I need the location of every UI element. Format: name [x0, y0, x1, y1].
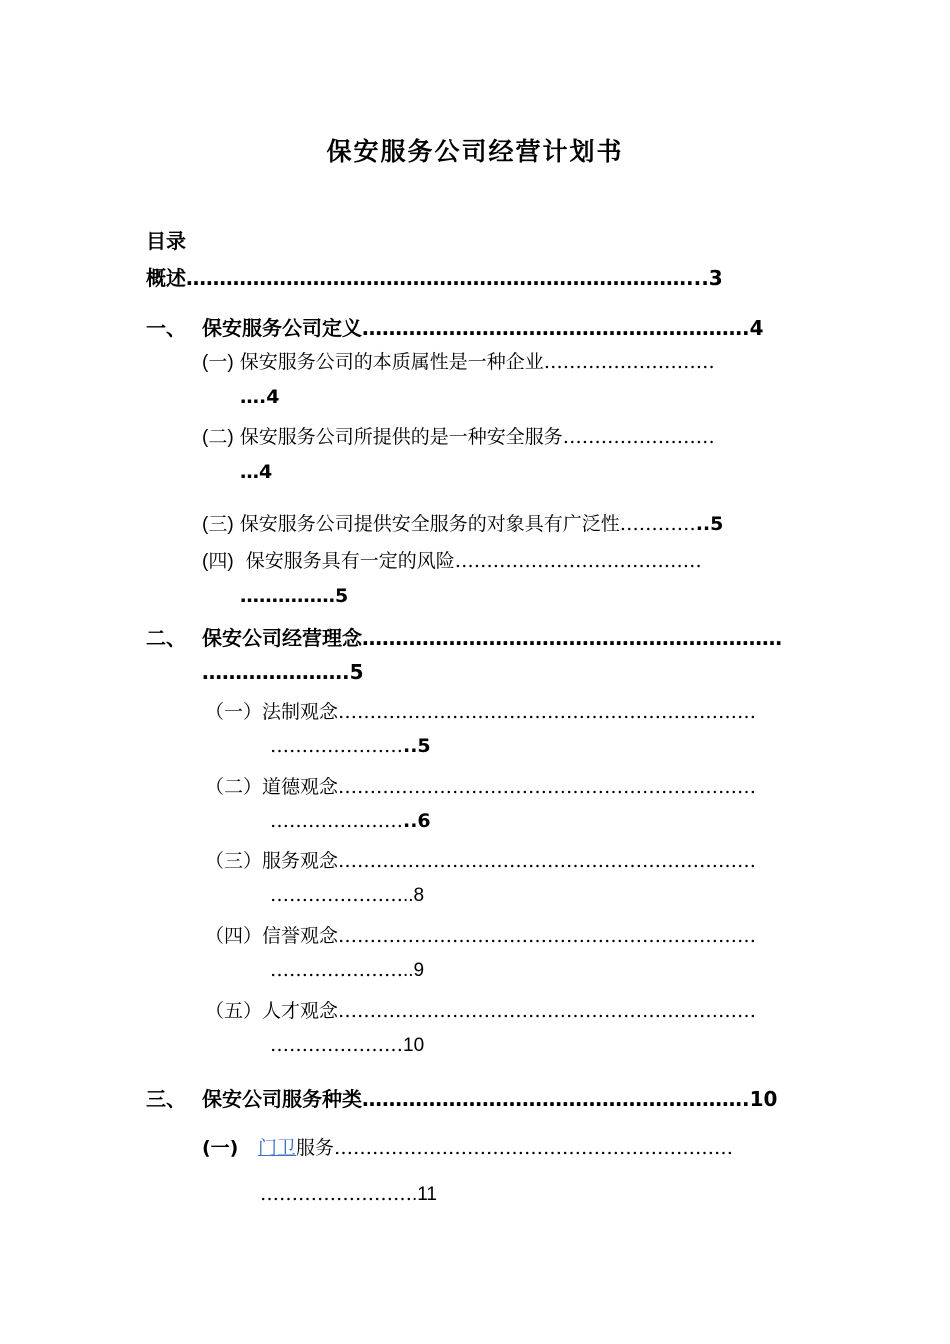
dot-leader: ………………… — [270, 1034, 403, 1056]
toc-entry-label: 保安服务具有一定的风险 — [245, 550, 455, 572]
toc-entry-label: 服务 — [296, 1137, 335, 1159]
toc-section-2-continuation — [202, 660, 364, 684]
dot-leader: ………………… — [270, 735, 403, 757]
toc-entry-label: 保安服务公司的本质属性是一种企业 — [239, 351, 544, 373]
toc-entry-2-1[interactable] — [205, 697, 756, 724]
dot-leader: ………………… — [270, 810, 403, 832]
toc-entry-label: 概述 — [146, 266, 186, 290]
toc-entry-2-3-continuation — [270, 884, 424, 907]
dot-leader: ………………………………………………………… — [338, 776, 757, 798]
toc-entry-1-2-continuation — [240, 461, 272, 483]
page-number: .11 — [412, 1184, 438, 1205]
toc-entry-2-5[interactable] — [205, 996, 756, 1023]
toc-entry-2-1-continuation — [270, 735, 431, 757]
toc-entry-3-1[interactable] — [202, 1133, 733, 1160]
section-number: 二、 — [146, 626, 186, 650]
toc-entry-1-3[interactable] — [202, 509, 723, 536]
dot-leader: ……………………… — [543, 351, 715, 373]
entry-number: (一) — [202, 352, 234, 373]
page-number: .4 — [742, 316, 764, 340]
toc-entry-overview[interactable] — [146, 262, 723, 291]
page-number: 4 — [259, 461, 273, 483]
toc-entry-label: 保安公司经营理念 — [202, 626, 362, 650]
page-number: 5 — [335, 585, 349, 607]
toc-entry-2-3[interactable] — [205, 846, 756, 873]
dot-leader: ………………… — [270, 884, 403, 906]
entry-number: （四） — [205, 925, 263, 947]
dot-leader: ………………………………………………… — [362, 1087, 742, 1111]
toc-entry-label: 服务观念 — [262, 850, 339, 872]
document-title: 保安服务公司经营计划书 — [326, 137, 624, 166]
entry-number: （五） — [205, 1000, 263, 1022]
page-number: 10 — [403, 1035, 425, 1056]
entry-number: (四) — [202, 551, 234, 572]
page-number: ..6 — [403, 810, 431, 832]
toc-entry-1-4-continuation — [240, 585, 348, 607]
entry-number: （二） — [205, 776, 263, 798]
dot-leader: ………………………………………………………… — [338, 850, 757, 872]
toc-entry-1-1[interactable] — [202, 347, 715, 374]
toc-entry-label: 保安服务公司所提供的是一种安全服务 — [239, 426, 563, 448]
toc-entry-label: 法制观念 — [262, 701, 339, 723]
dot-leader: ………………………………………………… — [362, 316, 742, 340]
dot-leader: … — [240, 386, 259, 408]
dot-leader: …………………… — [260, 1183, 412, 1205]
dot-leader: ………………………………………………………………… — [186, 266, 686, 290]
toc-entry-1-1-continuation — [240, 386, 279, 408]
entry-number: (二) — [202, 427, 234, 448]
toc-entry-label: 信誉观念 — [262, 925, 339, 947]
toc-section-1[interactable] — [146, 312, 764, 341]
section-number: 三、 — [146, 1087, 186, 1111]
page-number: ..5 — [403, 735, 431, 757]
toc-entry-3-1-continuation — [260, 1183, 437, 1206]
dot-leader: ……………………………………………………… — [334, 1137, 734, 1159]
dot-leader: ………………………………… — [454, 550, 702, 572]
dot-leader: ……………………………………………………… — [362, 626, 782, 650]
toc-entry-label: 保安服务公司定义 — [202, 316, 362, 340]
toc-section-3[interactable] — [146, 1083, 777, 1112]
section-number: 一、 — [146, 316, 186, 340]
entry-number: （三） — [205, 850, 263, 872]
toc-entry-1-2[interactable] — [202, 422, 715, 449]
dot-leader: ………………… — [270, 959, 403, 981]
page-number: ...3 — [686, 266, 723, 290]
toc-entry-1-4[interactable] — [202, 546, 702, 573]
page-number: .5 — [342, 660, 364, 684]
gatekeeper-link[interactable]: 门卫 — [258, 1137, 297, 1159]
dot-leader: ………………………………………………………… — [338, 1000, 757, 1022]
toc-entry-label: 道德观念 — [262, 776, 339, 798]
toc-entry-label: 保安公司服务种类 — [202, 1087, 362, 1111]
toc-entry-label: 保安服务公司提供安全服务的对象具有广泛性 — [239, 513, 620, 535]
dot-leader: …………… — [240, 585, 335, 607]
page-number: ..8 — [403, 885, 425, 906]
entry-number: (三) — [202, 514, 234, 535]
toc-heading: 目录 — [146, 229, 186, 253]
toc-entry-label: 人才观念 — [262, 1000, 339, 1022]
page-number: .10 — [742, 1087, 778, 1111]
page-number: ..5 — [695, 513, 724, 535]
entry-number: （一） — [205, 701, 263, 723]
page-number: ..9 — [403, 960, 425, 981]
page-number: .4 — [259, 386, 280, 408]
dot-leader: … — [240, 461, 259, 483]
dot-leader: ………… — [619, 513, 696, 535]
toc-entry-2-2-continuation — [270, 810, 431, 832]
dot-leader: ………………………………………………………… — [338, 925, 757, 947]
toc-section-2[interactable] — [146, 622, 782, 651]
dot-leader: ………………………………………………………… — [338, 701, 757, 723]
toc-entry-2-5-continuation — [270, 1034, 424, 1057]
entry-number: (一) — [202, 1137, 239, 1159]
toc-entry-2-4-continuation — [270, 959, 424, 982]
dot-leader: ………………… — [202, 660, 342, 684]
toc-entry-2-4[interactable] — [205, 921, 756, 948]
dot-leader: …………………… — [562, 426, 715, 448]
toc-entry-2-2[interactable] — [205, 772, 756, 799]
